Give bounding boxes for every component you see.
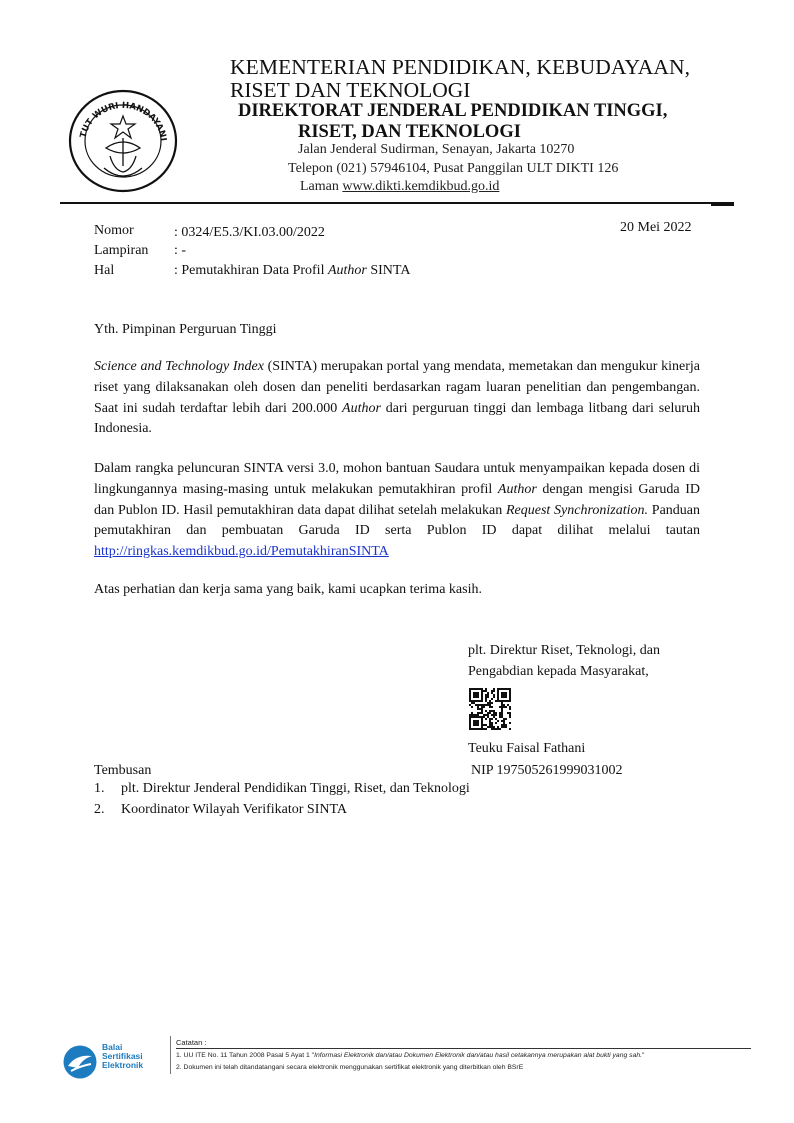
letter-date: 20 Mei 2022 bbox=[620, 220, 692, 235]
letterhead-ministry-line2: RISET DAN TEKNOLOGI bbox=[230, 78, 471, 102]
p1-italic2: Author bbox=[342, 400, 381, 416]
panduan-link[interactable]: http://ringkas.kemdikbud.go.id/PemutakhiranSINTA bbox=[94, 544, 389, 560]
footer-separator bbox=[170, 1036, 171, 1074]
paragraph-closing: Atas perhatian dan kerja sama yang baik, kami ucapkan terima kasih. bbox=[94, 582, 482, 597]
hal-suffix: SINTA bbox=[366, 263, 411, 278]
paragraph-request bbox=[94, 459, 700, 563]
p2-italic1: Author bbox=[497, 481, 537, 497]
tembusan-text: plt. Direktur Jenderal Pendidikan Tinggi, Riset, dan Teknologi bbox=[121, 781, 470, 796]
note1-prefix: 1. UU ITE No. 11 Tahun 2008 Pasal 5 Ayat 1 " bbox=[176, 1052, 315, 1059]
p1-text1: (SINTA) merupakan portal yang mendata, memetakan dan mengukur kinerja riset yang dilaksanakan oleh dosen dan peneliti berdasarkan ragam luaran penelitian dan pengembangan. Saat ini sudah terdaftar lebih dari 200.000 bbox=[94, 359, 700, 416]
footer-note-1 bbox=[176, 1053, 644, 1060]
letterhead-address: Jalan Jenderal Sudirman, Senayan, Jakarta 10270 bbox=[298, 142, 575, 157]
paragraph-intro bbox=[94, 357, 700, 440]
p1-italic1: Science and Technology Index bbox=[94, 359, 264, 374]
note1-italic: Informasi Elektronik dan/atau Dokumen Elektronik dan/atau hasil cetakannya merupakan alat bukti yang sah. bbox=[314, 1052, 643, 1059]
letterhead-phone: Telepon (021) 57946104, Pusat Panggilan ULT DIKTI 126 bbox=[288, 161, 619, 176]
greeting: Yth. Pimpinan Perguruan Tinggi bbox=[94, 322, 277, 337]
letterhead-divider bbox=[60, 202, 734, 204]
p2-italic2: Request Synchronization. bbox=[505, 502, 649, 518]
nomor-label: Nomor bbox=[94, 223, 134, 238]
signer-title-line2: Pengabdian kepada Masyarakat, bbox=[468, 664, 649, 679]
letterhead-ministry-line1: KEMENTERIAN PENDIDIKAN, KEBUDAYAAN, bbox=[230, 55, 691, 79]
tut-wuri-handayani-logo bbox=[66, 86, 180, 196]
bsre-line2: Sertifikasi bbox=[102, 1051, 143, 1061]
bsre-wordmark bbox=[102, 1043, 162, 1070]
letterhead-divider-thick bbox=[711, 203, 734, 206]
tembusan-number: 1. bbox=[94, 781, 105, 796]
svg-text:TUT WURI HANDAYANI: TUT WURI HANDAYANI bbox=[78, 100, 168, 142]
footer-catatan: Catatan : bbox=[176, 1038, 207, 1047]
tembusan-item bbox=[94, 782, 470, 796]
signer-title-line1: plt. Direktur Riset, Teknologi, dan bbox=[468, 643, 661, 658]
tembusan-text: Koordinator Wilayah Verifikator SINTA bbox=[121, 802, 348, 817]
bsre-logo-icon bbox=[62, 1044, 98, 1080]
p2-text2: dengan mengisi Garuda ID dan Publon ID. Hasil pemutakhiran data dapat dilihat setelah melakukan bbox=[94, 481, 701, 518]
letterhead-website bbox=[300, 180, 499, 194]
hal-value bbox=[174, 264, 410, 278]
lampiran-label: Lampiran bbox=[94, 243, 149, 258]
hal-italic: Author bbox=[327, 263, 367, 278]
footer-note-2: 2. Dokumen ini telah ditandatangani secara elektronik menggunakan sertifikat elektronik yang diterbitkan oleh BSrE bbox=[176, 1064, 524, 1071]
bsre-line1: Balai bbox=[102, 1042, 123, 1052]
p2-text3: Panduan pemutakhiran dan pembuatan Garuda ID serta Publon ID dapat dilihat melalui tautan bbox=[94, 502, 701, 539]
tembusan-label: Tembusan bbox=[94, 763, 152, 778]
tembusan-item bbox=[94, 803, 347, 817]
tembusan-number: 2. bbox=[94, 802, 105, 817]
letterhead-directorate-line1: DIREKTORAT JENDERAL PENDIDIKAN TINGGI, bbox=[238, 101, 668, 121]
note1-suffix: " bbox=[642, 1052, 645, 1059]
signer-name: Teuku Faisal Fathani bbox=[468, 741, 586, 756]
website-url[interactable]: www.dikti.kemdikbud.go.id bbox=[342, 179, 500, 194]
letterhead-directorate-line2: RISET, DAN TEKNOLOGI bbox=[298, 122, 521, 142]
lampiran-value: : - bbox=[174, 243, 187, 258]
hal-prefix: : Pemutakhiran Data Profil bbox=[174, 263, 328, 278]
signature-qr-code bbox=[469, 688, 511, 730]
nomor-value: : 0324/E5.3/KI.03.00/2022 bbox=[174, 225, 325, 240]
hal-label: Hal bbox=[94, 263, 115, 278]
p1-text2: dari perguruan tinggi dan lembaga litbang dari seluruh Indonesia. bbox=[94, 400, 700, 437]
p2-text1: Dalam rangka peluncuran SINTA versi 3.0, mohon bantuan Saudara untuk menyampaikan kepada dosen di lingkungannya masing-masing untuk melakukan pemutakhiran profil bbox=[94, 461, 700, 497]
footer-rule bbox=[176, 1048, 751, 1049]
website-label: Laman bbox=[300, 179, 339, 194]
bsre-line3: Elektronik bbox=[102, 1060, 144, 1070]
signer-nip: NIP 197505261999031002 bbox=[471, 763, 623, 778]
